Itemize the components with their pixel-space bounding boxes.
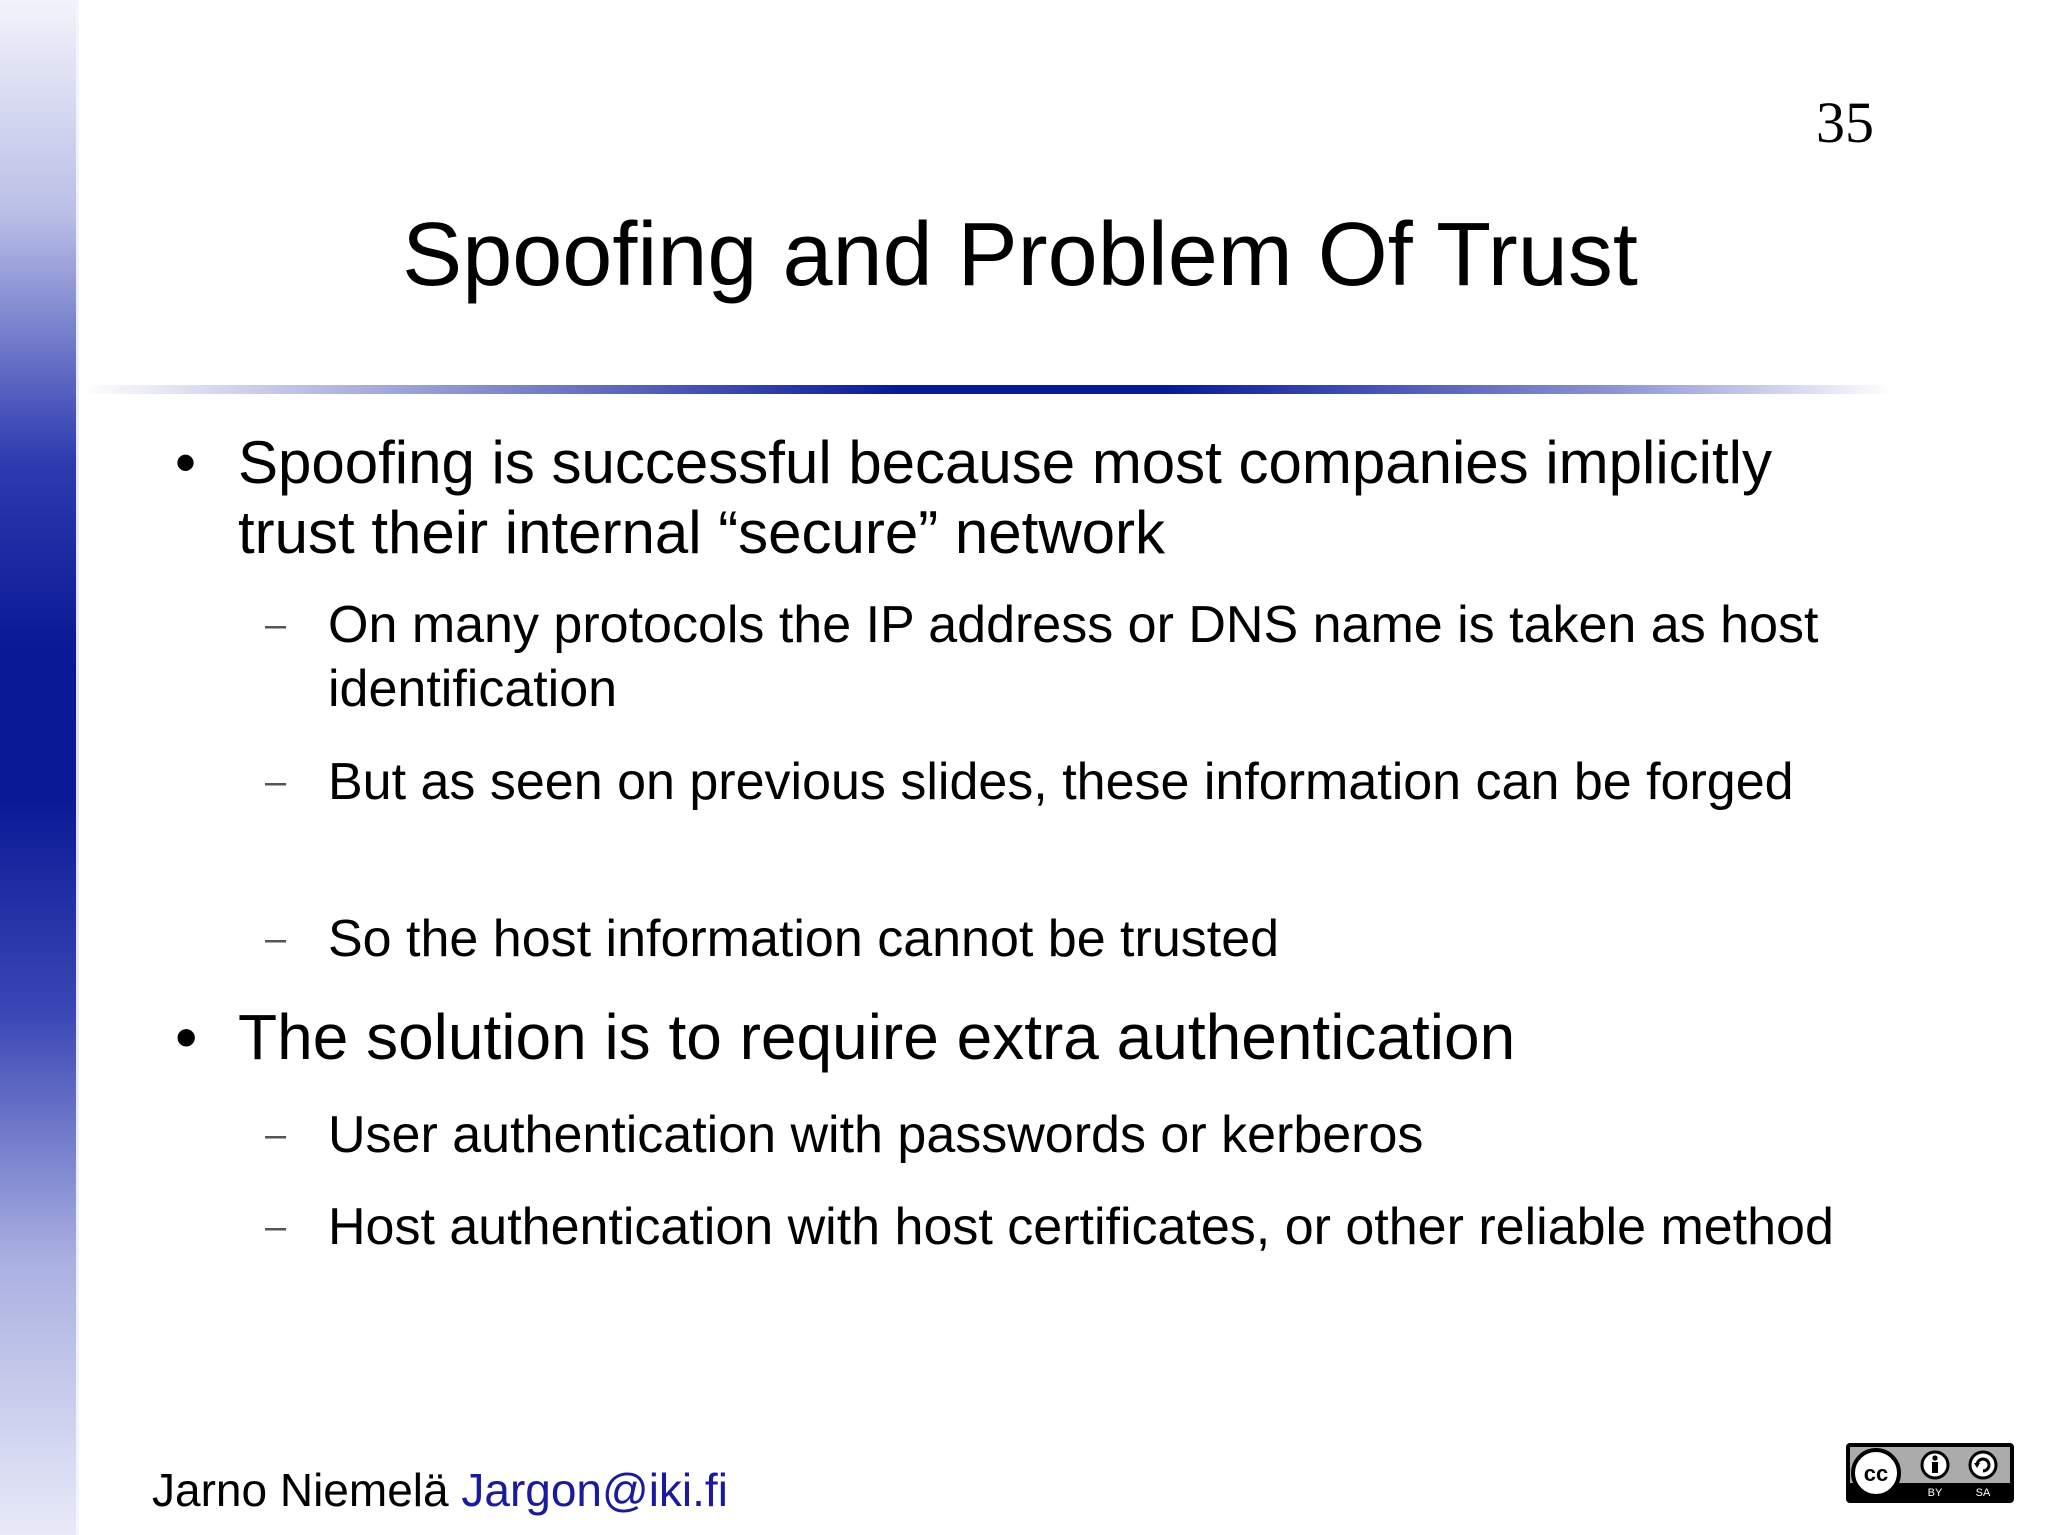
title-divider [80, 385, 1892, 394]
sub-bullet-marker: – [265, 604, 287, 646]
bullet-text: The solution is to require extra authentication [238, 1001, 1516, 1073]
footer-credit [152, 1462, 728, 1518]
sa-text: SA [1975, 1487, 1991, 1499]
sub-bullet-marker: – [265, 918, 287, 960]
sub-bullet-text: Host authentication with host certificates, or other reliable method [328, 1198, 1834, 1256]
cc-text: cc [1863, 1461, 1889, 1486]
footer-author: Jarno Niemelä [152, 1464, 449, 1516]
slide-title: Spoofing and Problem Of Trust [402, 205, 1638, 305]
sub-bullet-marker: – [265, 761, 287, 803]
by-text: BY [1927, 1487, 1943, 1499]
sub-bullet-text: User authentication with passwords or kerberos [328, 1106, 1424, 1164]
sub-bullet-marker: – [265, 1114, 287, 1156]
sub-bullet-text: But as seen on previous slides, these information can be forged [328, 753, 1794, 811]
band-edge [76, 0, 79, 1535]
bullet-marker: • [175, 1001, 198, 1073]
bullet-marker: • [175, 429, 197, 496]
bullet-text: Spoofing is successful because most companies implicitly trust their internal “secure” network [238, 429, 1773, 566]
footer-email-link[interactable]: Jargon@iki.fi [461, 1464, 728, 1516]
cc-by-sa-icon [1846, 1443, 2014, 1503]
sub-bullet-text: So the host information cannot be trusted [328, 910, 1280, 968]
left-decorative-band [0, 0, 76, 1535]
sub-bullet-text: On many protocols the IP address or DNS name is taken as host identification [328, 596, 1819, 718]
slide-number: 35 [1816, 90, 1874, 155]
sub-bullet-marker: – [265, 1206, 287, 1248]
